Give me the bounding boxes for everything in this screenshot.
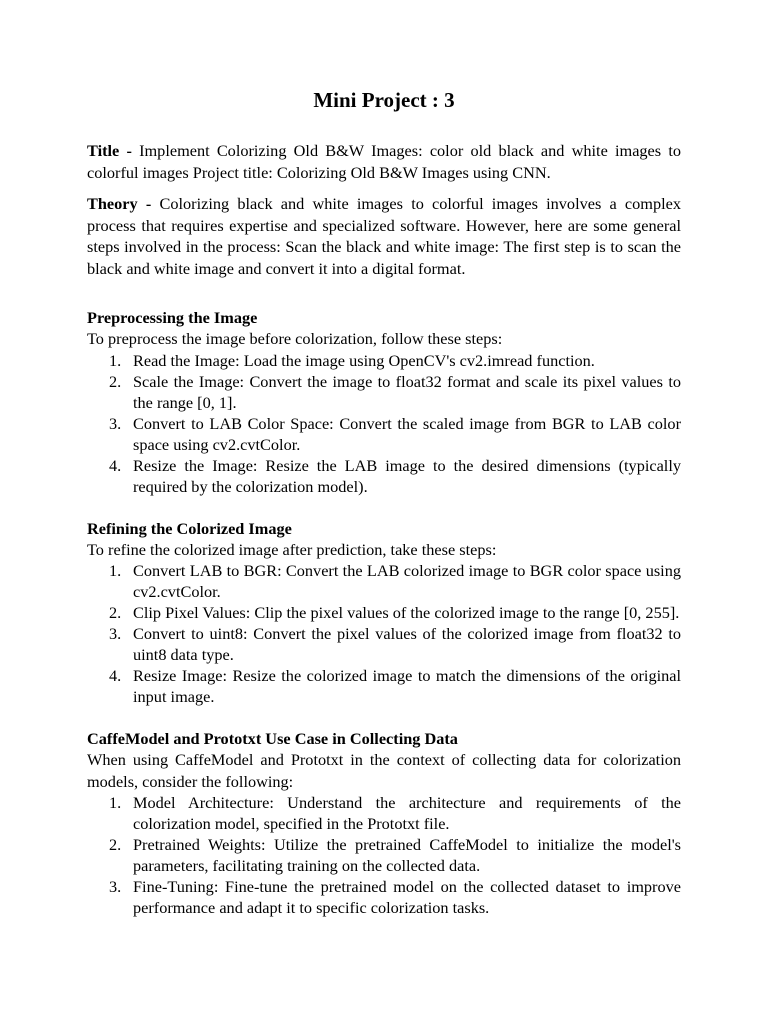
list-item-number: 4. [109,666,122,685]
theory-text: Colorizing black and white images to colorful images involves a complex process that requires expertise and specialized software. However, here are some general steps involved in the process: Scan the black and white image: The first step is to scan the black and white image and convert it into a digital format. [87,194,681,278]
list-item [109,413,681,455]
section-caffemodel [87,728,681,918]
list-item-text: Resize Image: Resize the colorized image to match the dimensions of the original input image. [133,666,681,706]
list-item-text: Convert to uint8: Convert the pixel values of the colorized image from float32 to uint8 data type. [133,624,681,664]
section-intro: When using CaffeModel and Prototxt in the context of collecting data for colorization models, consider the following: [87,750,681,791]
list-item-text: Model Architecture: Understand the architecture and requirements of the colorization model, specified in the Prototxt file. [133,793,681,833]
list-item [109,350,681,371]
list-item [109,876,681,918]
list-item [109,792,681,834]
list-item-text: Read the Image: Load the image using OpenCV's cv2.imread function. [133,350,595,370]
list-item-number: 3. [109,877,122,896]
list-item [109,560,681,602]
list-item-number: 1. [109,350,122,370]
list-item [109,834,681,876]
list-item [109,602,681,623]
list-item-text: Convert LAB to BGR: Convert the LAB colorized image to BGR color space using cv2.cvtColor. [133,561,681,601]
list-item-number: 3. [109,624,122,643]
list-item-number: 2. [109,603,122,622]
steps-list [87,560,681,707]
theory-paragraph [87,193,681,279]
title-text: Implement Colorizing Old B&W Images: color old black and white images to colorful images Project title: Colorizing Old B&W Images using CNN. [87,141,681,182]
section-preprocessing [87,307,681,497]
list-item-number: 2. [109,371,122,391]
list-item-number: 1. [109,561,122,580]
section-intro: To preprocess the image before colorization, follow these steps: [87,329,503,348]
list-item [109,455,681,497]
list-item-number: 3. [109,413,122,433]
list-item-text: Clip Pixel Values: Clip the pixel values of the colorized image to the range [0, 255]. [133,603,680,622]
list-item-text: Scale the Image: Convert the image to float32 format and scale its pixel values to the range [0, 1]. [133,371,681,412]
section-heading: CaffeModel and Prototxt Use Case in Collecting Data [87,729,458,748]
steps-list [87,350,681,497]
list-item-number: 2. [109,835,122,854]
list-item-text: Convert to LAB Color Space: Convert the scaled image from BGR to LAB color space using cv2.cvtColor. [133,413,681,454]
list-item-number: 1. [109,793,122,812]
steps-list [87,792,681,918]
title-label: Title - [87,141,132,160]
list-item-text: Pretrained Weights: Utilize the pretrained CaffeModel to initialize the model's parameters, facilitating training on the collected data. [133,835,681,875]
list-item [109,371,681,413]
list-item-text: Fine-Tuning: Fine-tune the pretrained model on the collected dataset to improve performance and adapt it to specific colorization tasks. [133,877,681,917]
title-paragraph [87,140,681,183]
section-heading: Preprocessing the Image [87,308,258,327]
section-refining [87,518,681,708]
list-item [109,623,681,665]
document-page [87,86,681,918]
section-intro: To refine the colorized image after prediction, take these steps: [87,539,497,559]
list-item [109,665,681,707]
list-item-number: 4. [109,455,122,475]
section-heading: Refining the Colorized Image [87,518,292,538]
document-title: Mini Project : 3 [313,88,455,112]
list-item-text: Resize the Image: Resize the LAB image to the desired dimensions (typically required by the colorization model). [133,455,681,496]
theory-label: Theory - [87,194,152,213]
